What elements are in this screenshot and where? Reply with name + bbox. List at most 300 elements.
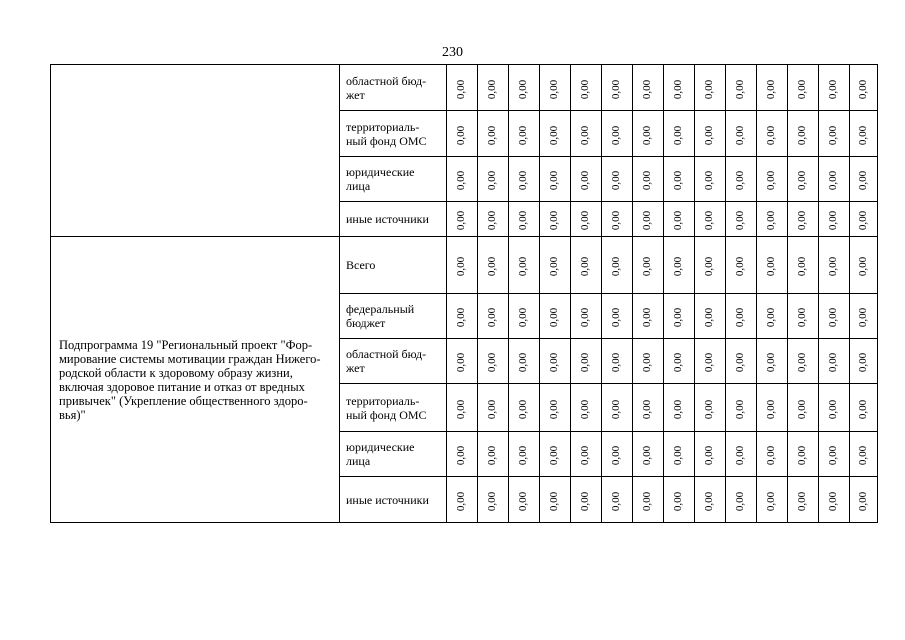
value-cell [850,111,878,157]
value-cell [633,477,664,523]
value-text: 0,00 [548,256,561,277]
value-text: 0,00 [548,79,561,99]
funding-source-cell [340,384,447,432]
value-text: 0,00 [610,170,623,191]
value-cell [633,65,664,111]
value-cell [664,157,695,202]
value-cell [788,65,819,111]
value-cell [850,65,878,111]
value-text: 0,00 [517,399,530,419]
value-text: 0,00 [579,170,592,191]
value-cell [788,477,819,523]
value-text: 0,00 [455,79,468,99]
value-text: 0,00 [610,445,623,466]
value-text: 0,00 [672,491,685,511]
value-text: 0,00 [610,79,623,99]
value-text: 0,00 [486,125,499,145]
value-cell [447,111,478,157]
value-text: 0,00 [548,399,561,419]
value-cell [850,202,878,237]
value-text: 0,00 [455,307,468,328]
value-cell [478,65,509,111]
value-cell [540,432,571,477]
value-text: 0,00 [857,210,869,231]
value-cell [788,294,819,339]
value-text: 0,00 [672,445,685,466]
value-cell [633,157,664,202]
value-text: 0,00 [857,445,869,466]
table-row [51,237,878,294]
value-text: 0,00 [857,307,869,328]
value-cell [447,432,478,477]
value-cell [447,202,478,237]
value-text: 0,00 [796,307,809,328]
value-cell [850,237,878,294]
value-text: 0,00 [765,307,778,328]
value-text: 0,00 [610,352,623,373]
value-text: 0,00 [734,210,747,231]
value-text: 0,00 [548,491,561,511]
value-cell [478,202,509,237]
value-text: 0,00 [486,445,499,466]
value-cell [633,294,664,339]
value-text: 0,00 [672,79,685,99]
value-cell [509,111,540,157]
value-cell [602,111,633,157]
value-text: 0,00 [486,399,499,419]
value-text: 0,00 [455,445,468,466]
value-cell [757,477,788,523]
value-text: 0,00 [796,256,809,277]
table-row [51,65,878,111]
value-text: 0,00 [486,170,499,191]
value-text: 0,00 [765,170,778,191]
value-cell [509,339,540,384]
value-text: 0,00 [703,352,716,373]
value-cell [571,432,602,477]
value-text: 0,00 [827,210,840,231]
value-cell [664,477,695,523]
value-cell [788,237,819,294]
value-cell [695,384,726,432]
value-text: 0,00 [641,491,654,511]
program-cell [51,237,340,523]
value-text: 0,00 [548,352,561,373]
value-text: 0,00 [548,125,561,145]
value-text: 0,00 [734,125,747,145]
value-text: 0,00 [796,399,809,419]
funding-source-label: федеральный бюджет [346,302,415,330]
value-cell [447,237,478,294]
value-cell [726,384,757,432]
value-text: 0,00 [579,125,592,145]
value-cell [757,111,788,157]
value-text: 0,00 [796,352,809,373]
value-text: 0,00 [517,352,530,373]
value-text: 0,00 [765,79,778,99]
funding-source-cell [340,339,447,384]
value-text: 0,00 [765,491,778,511]
value-cell [602,202,633,237]
value-text: 0,00 [734,79,747,99]
value-text: 0,00 [579,445,592,466]
value-text: 0,00 [796,170,809,191]
table-body [51,65,878,523]
value-cell [819,339,850,384]
funding-source-cell [340,202,447,237]
value-text: 0,00 [734,491,747,511]
funding-source-label: областной бюд- жет [346,73,427,102]
value-cell [540,339,571,384]
value-cell [509,202,540,237]
value-text: 0,00 [455,399,468,419]
value-text: 0,00 [641,79,654,99]
value-cell [757,432,788,477]
value-cell [540,237,571,294]
value-cell [850,157,878,202]
funding-source-label: иные источники [346,212,429,226]
value-cell [788,111,819,157]
value-text: 0,00 [672,170,685,191]
funding-source-cell [340,432,447,477]
value-cell [726,477,757,523]
value-text: 0,00 [641,445,654,466]
value-text: 0,00 [765,399,778,419]
value-text: 0,00 [857,399,869,419]
value-text: 0,00 [796,491,809,511]
value-cell [633,339,664,384]
value-text: 0,00 [610,491,623,511]
value-cell [602,477,633,523]
funding-source-cell [340,111,447,157]
value-cell [757,237,788,294]
value-text: 0,00 [703,399,716,419]
value-cell [726,111,757,157]
value-cell [819,157,850,202]
funding-source-cell [340,294,447,339]
value-text: 0,00 [486,256,499,277]
value-cell [850,339,878,384]
value-cell [478,432,509,477]
value-cell [633,202,664,237]
value-text: 0,00 [827,125,840,145]
value-cell [757,384,788,432]
value-text: 0,00 [455,256,468,277]
value-text: 0,00 [672,210,685,231]
value-text: 0,00 [857,170,869,191]
value-text: 0,00 [857,125,869,145]
value-cell [633,432,664,477]
value-cell [819,477,850,523]
value-cell [664,202,695,237]
value-cell [664,294,695,339]
value-cell [664,432,695,477]
program-cell [51,65,340,237]
value-cell [819,65,850,111]
value-text: 0,00 [857,79,869,99]
value-text: 0,00 [548,210,561,231]
funding-source-label: юридические лица [346,165,415,193]
value-cell [757,157,788,202]
value-text: 0,00 [734,307,747,328]
value-text: 0,00 [827,256,840,277]
value-cell [478,339,509,384]
value-cell [726,432,757,477]
value-cell [819,202,850,237]
value-cell [788,157,819,202]
value-cell [850,294,878,339]
value-cell [447,157,478,202]
value-cell [664,339,695,384]
value-cell [571,477,602,523]
value-cell [664,237,695,294]
value-cell [726,237,757,294]
value-cell [819,384,850,432]
value-cell [571,237,602,294]
value-text: 0,00 [579,352,592,373]
value-text: 0,00 [455,210,468,231]
value-cell [695,202,726,237]
value-text: 0,00 [486,307,499,328]
funding-source-cell [340,477,447,523]
value-cell [788,339,819,384]
value-text: 0,00 [517,445,530,466]
value-text: 0,00 [641,210,654,231]
funding-source-cell [340,237,447,294]
value-text: 0,00 [703,125,716,145]
value-cell [540,157,571,202]
value-text: 0,00 [455,491,468,511]
program-label: Подпрограмма 19 "Региональный проект "Фор- мирование системы мотивации граждан Нижего- родской области к здоровому образу жизни, включая здоровое питание и отказ от вредных привычек" (Укрепление общественного здоро- вья)" [59,337,321,422]
value-text: 0,00 [734,445,747,466]
value-cell [509,65,540,111]
value-text: 0,00 [517,491,530,511]
value-cell [447,384,478,432]
value-cell [602,65,633,111]
value-cell [540,111,571,157]
value-text: 0,00 [579,256,592,277]
value-cell [478,384,509,432]
value-text: 0,00 [641,352,654,373]
value-text: 0,00 [486,352,499,373]
value-text: 0,00 [455,352,468,373]
value-cell [509,237,540,294]
value-text: 0,00 [734,399,747,419]
value-cell [509,477,540,523]
value-cell [695,339,726,384]
value-text: 0,00 [827,307,840,328]
value-cell [509,294,540,339]
value-text: 0,00 [765,125,778,145]
funding-source-label: территориаль- ный фонд ОМС [346,393,427,422]
value-text: 0,00 [765,352,778,373]
value-text: 0,00 [827,79,840,99]
value-text: 0,00 [610,256,623,277]
value-text: 0,00 [610,307,623,328]
value-text: 0,00 [517,79,530,99]
value-cell [633,111,664,157]
value-cell [695,157,726,202]
value-cell [447,339,478,384]
value-text: 0,00 [517,210,530,231]
value-text: 0,00 [827,445,840,466]
value-cell [695,65,726,111]
value-text: 0,00 [641,307,654,328]
value-text: 0,00 [548,170,561,191]
value-cell [664,65,695,111]
value-cell [571,65,602,111]
value-cell [571,339,602,384]
value-text: 0,00 [579,399,592,419]
value-text: 0,00 [579,491,592,511]
value-cell [540,294,571,339]
value-cell [788,384,819,432]
value-text: 0,00 [486,210,499,231]
value-text: 0,00 [517,307,530,328]
funding-source-label: территориаль- ный фонд ОМС [346,119,427,148]
value-cell [447,294,478,339]
value-text: 0,00 [827,170,840,191]
value-text: 0,00 [641,125,654,145]
value-text: 0,00 [703,445,716,466]
value-cell [478,157,509,202]
funding-source-label: юридические лица [346,440,415,468]
value-cell [757,339,788,384]
funding-source-label: областной бюд- жет [346,347,427,375]
value-cell [540,65,571,111]
value-cell [695,432,726,477]
value-text: 0,00 [455,170,468,191]
value-cell [602,432,633,477]
value-text: 0,00 [703,170,716,191]
value-cell [850,432,878,477]
value-cell [850,384,878,432]
funding-source-cell [340,157,447,202]
value-cell [447,65,478,111]
value-text: 0,00 [672,125,685,145]
value-text: 0,00 [610,399,623,419]
funding-source-cell [340,65,447,111]
value-text: 0,00 [765,210,778,231]
value-text: 0,00 [857,352,869,373]
value-text: 0,00 [548,445,561,466]
value-text: 0,00 [796,210,809,231]
value-text: 0,00 [857,256,869,277]
value-text: 0,00 [486,491,499,511]
funding-source-label: Всего [346,258,376,272]
value-text: 0,00 [857,491,869,511]
value-text: 0,00 [703,491,716,511]
value-cell [602,294,633,339]
value-text: 0,00 [610,125,623,145]
value-text: 0,00 [703,79,716,99]
value-cell [726,65,757,111]
value-text: 0,00 [703,256,716,277]
value-text: 0,00 [641,170,654,191]
value-cell [602,384,633,432]
value-text: 0,00 [579,79,592,99]
funding-source-label: иные источники [346,492,429,507]
value-cell [695,111,726,157]
value-text: 0,00 [827,491,840,511]
value-text: 0,00 [703,210,716,231]
value-text: 0,00 [796,445,809,466]
value-text: 0,00 [641,399,654,419]
value-cell [571,202,602,237]
value-text: 0,00 [641,256,654,277]
value-text: 0,00 [579,307,592,328]
value-cell [695,237,726,294]
value-text: 0,00 [765,445,778,466]
value-cell [726,339,757,384]
value-cell [509,432,540,477]
value-text: 0,00 [517,170,530,191]
value-text: 0,00 [672,352,685,373]
value-cell [757,202,788,237]
value-cell [602,237,633,294]
value-cell [664,384,695,432]
value-text: 0,00 [610,210,623,231]
value-text: 0,00 [517,125,530,145]
value-text: 0,00 [455,125,468,145]
value-text: 0,00 [486,79,499,99]
value-text: 0,00 [579,210,592,231]
value-text: 0,00 [672,399,685,419]
value-cell [447,477,478,523]
value-text: 0,00 [827,399,840,419]
value-text: 0,00 [734,352,747,373]
value-text: 0,00 [796,79,809,99]
value-text: 0,00 [672,307,685,328]
value-cell [726,157,757,202]
budget-table [50,64,878,523]
value-cell [695,477,726,523]
value-cell [509,157,540,202]
value-cell [540,384,571,432]
value-cell [633,237,664,294]
value-cell [540,202,571,237]
value-text: 0,00 [765,256,778,277]
value-cell [571,157,602,202]
page-number: 230 [442,45,463,60]
value-cell [819,294,850,339]
value-cell [788,432,819,477]
value-cell [571,111,602,157]
value-text: 0,00 [796,125,809,145]
value-cell [478,237,509,294]
value-cell [819,432,850,477]
value-cell [509,384,540,432]
value-cell [664,111,695,157]
value-cell [540,477,571,523]
value-cell [819,111,850,157]
value-cell [602,157,633,202]
value-text: 0,00 [517,256,530,277]
value-cell [478,477,509,523]
value-cell [850,477,878,523]
value-text: 0,00 [672,256,685,277]
value-cell [571,384,602,432]
value-text: 0,00 [734,256,747,277]
value-cell [571,294,602,339]
value-text: 0,00 [827,352,840,373]
value-cell [695,294,726,339]
value-cell [788,202,819,237]
value-cell [757,65,788,111]
value-cell [478,111,509,157]
value-cell [602,339,633,384]
value-text: 0,00 [734,170,747,191]
